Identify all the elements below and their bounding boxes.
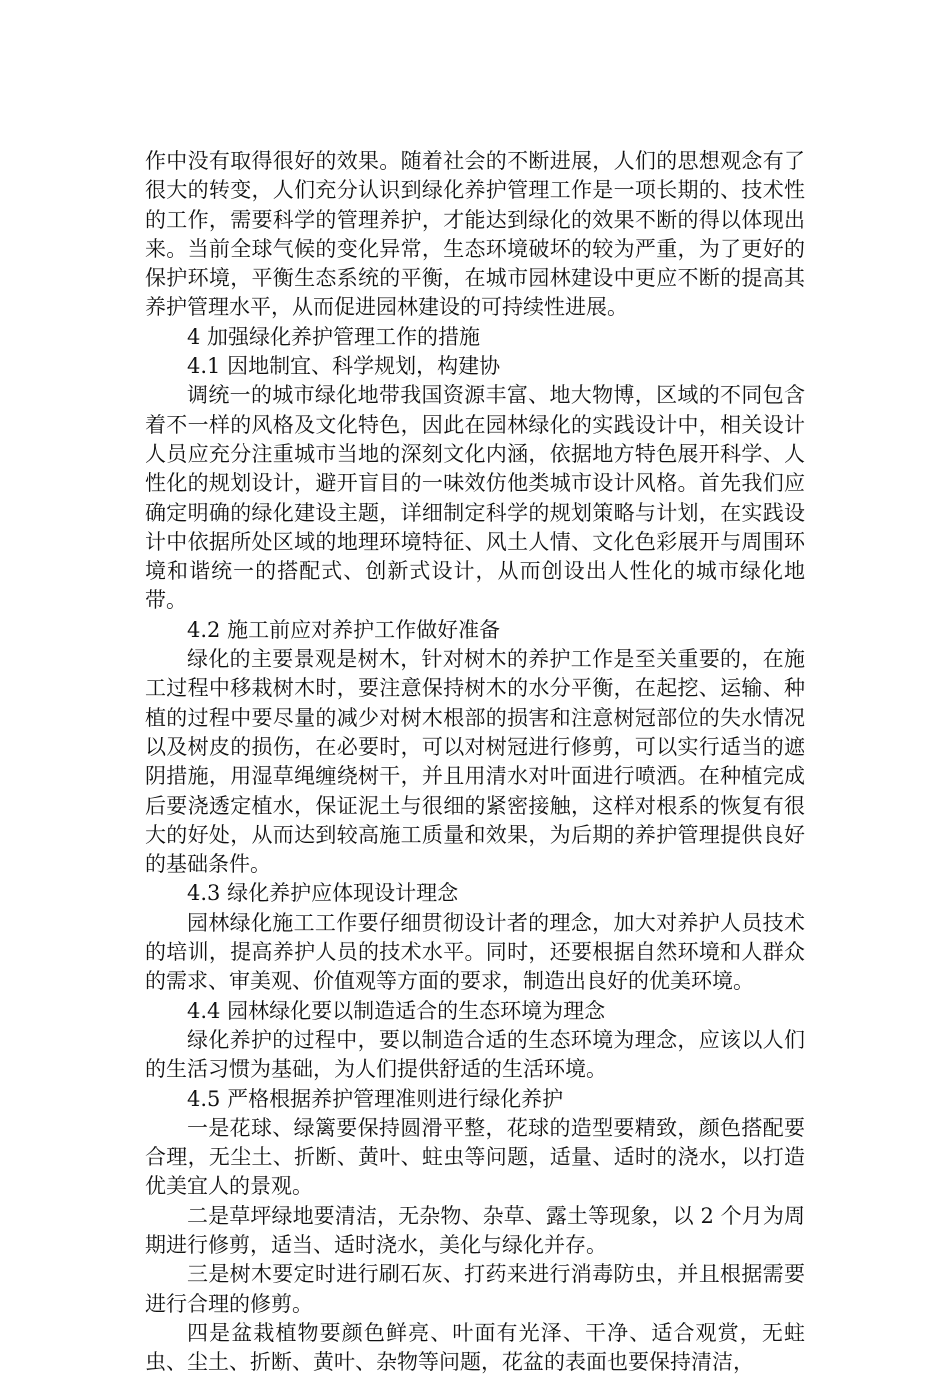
paragraph-continuation: 作中没有取得很好的效果。随着社会的不断进展，人们的思想观念有了很大的转变，人们充分认识到绿化养护管理工作是一项长期的、技术性的工作，需要科学的管理养护，才能达到绿化的效果不断的得以体现出来。当前全球气候的变化异常，生态环境破坏的较为严重，为了更好的保护环境，平衡生态系统的平衡，在城市园林建设中更应不断的提高其养护管理水平，从而促进园林建设的可持续性进展。 [145,149,805,320]
paragraph-4-3: 园林绿化施工工作要仔细贯彻设计者的理念，加大对养护人员技术的培训，提高养护人员的技术水平。同时，还要根据自然环境和人群众的需求、审美观、价值观等方面的要求，制造出良好的优美环境。 [145,910,805,994]
paragraph-4-5-item-2: 二是草坪绿地要清洁，无杂物、杂草、露土等现象，以 2 个月为周期进行修剪，适当、适时浇水，美化与绿化并存。 [145,1203,805,1257]
paragraph-4-5-item-3: 三是树木要定时进行刷石灰、打药来进行消毒防虫，并且根据需要进行合理的修剪。 [145,1262,805,1316]
paragraph-4-5-item-4: 四是盆栽植物要颜色鲜亮、叶面有光泽、干净、适合观赏，无蛀虫、尘土、折断、黄叶、杂物等问题，花盆的表面也要保持清洁， [145,1320,805,1375]
paragraph-4-1: 调统一的城市绿化地带我国资源丰富、地大物博，区域的不同包含着不一样的风格及文化特色，因此在园林绿化的实践设计中，相关设计人员应充分注重城市当地的深刻文化内涵，依据地方特色展开科学、人性化的规划设计，避开盲目的一味效仿他类城市设计风格。首先我们应确定明确的绿化建设主题，详细制定科学的规划策略与计划，在实践设计中依据所处区域的地理环境特征、风土人情、文化色彩展开与周围环境和谐统一的搭配式、创新式设计，从而创设出人性化的城市绿化地带。 [145,383,805,613]
subsection-heading-4-5: 4.5 严格根据养护管理准则进行绿化养护 [187,1086,564,1111]
subsection-heading-4-1: 4.1 因地制宜、科学规划，构建协 [187,354,501,379]
section-heading-4: 4 加强绿化养护管理工作的措施 [187,324,481,349]
paragraph-4-2: 绿化的主要景观是树木，针对树木的养护工作是至关重要的，在施工过程中移栽树木时，要注意保持树木的水分平衡，在起挖、运输、种植的过程中要尽量的减少对树木根部的损害和注意树冠部位的失水情况以及树皮的损伤，在必要时，可以对树冠进行修剪，可以实行适当的遮阴措施，用湿草绳缠绕树干，并且用清水对叶面进行喷洒。在种植完成后要浇透定植水，保证泥土与很细的紧密接触，这样对根系的恢复有很大的好处，从而达到较高施工质量和效果，为后期的养护管理提供良好的基础条件。 [145,647,805,877]
subsection-heading-4-4: 4.4 园林绿化要以制造适合的生态环境为理念 [187,998,606,1023]
paragraph-4-4: 绿化养护的过程中，要以制造合适的生态环境为理念，应该以人们的生活习惯为基础，为人们提供舒适的生活环境。 [145,1027,805,1082]
paragraph-4-5-item-1: 一是花球、绿篱要保持圆滑平整，花球的造型要精致，颜色搭配要合理，无尘土、折断、黄叶、蛀虫等问题，适量、适时的浇水，以打造优美宜人的景观。 [145,1115,805,1199]
document-body [145,147,805,1377]
subsection-heading-4-2: 4.2 施工前应对养护工作做好准备 [187,617,501,642]
subsection-heading-4-3: 4.3 绿化养护应体现设计理念 [187,881,459,906]
